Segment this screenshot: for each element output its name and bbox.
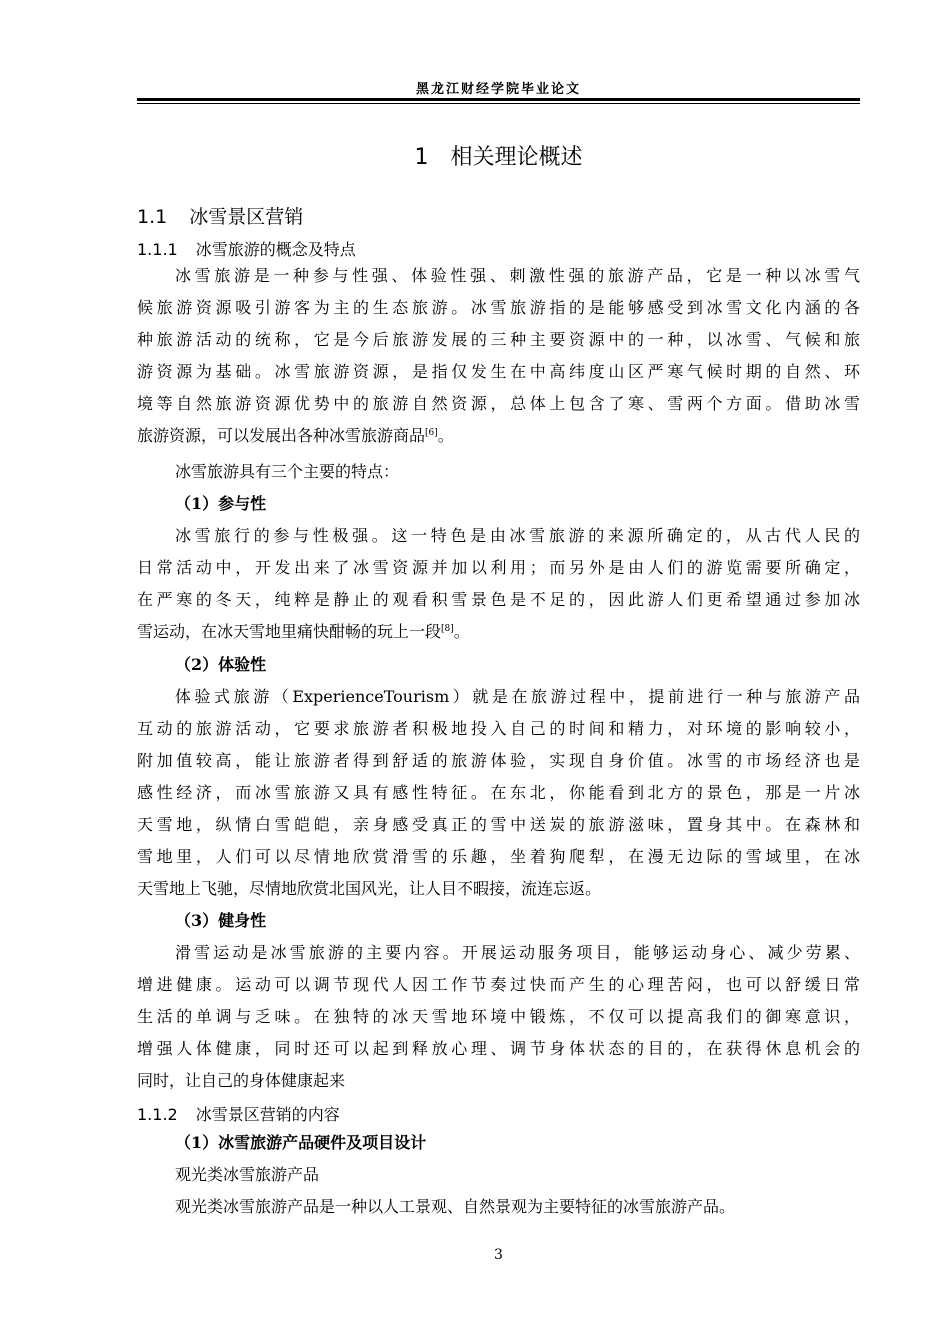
subsection-number: 1.1.1 (137, 240, 178, 259)
para1-line-4: 游资源为基础。冰雪旅游资源，是指仅发生在中高纬度山区严寒气候时期的自然、环 (137, 362, 860, 381)
subsection-heading-2 (137, 1102, 340, 1125)
chapter-number: 1 (414, 145, 429, 170)
citation-6: [6] (425, 428, 438, 438)
feature3-line-4: 增强人体健康，同时还可以起到释放心理、调节身体状态的目的，在获得休息机会的 (137, 1039, 860, 1058)
page-number: 3 (494, 1247, 503, 1263)
feature1-last-text: 雪运动，在冰天雪地里痛快酣畅的玩上一段 (137, 622, 442, 641)
para1-last-text: 旅游资源，可以发展出各种冰雪旅游商品 (137, 426, 426, 445)
para1-line-5: 境等自然旅游资源优势中的旅游自然资源，总体上包含了寒、雪两个方面。借助冰雪 (137, 394, 860, 413)
citation-8: [8] (441, 624, 454, 634)
section-number: 1.1 (137, 206, 168, 228)
feature3-line-3: 生活的单调与乏味。在独特的冰天雪地环境中锻炼，不仅可以提高我们的御寒意识， (137, 1007, 860, 1026)
section-title: 冰雪景区营销 (189, 206, 304, 228)
subsection-number: 1.1.2 (137, 1105, 178, 1124)
section-heading (137, 202, 303, 229)
para1-end: 。 (437, 426, 454, 445)
feature1-line-2: 日常活动中，开发出来了冰雪资源并加以利用；而另外是由人们的游览需要所确定， (137, 558, 860, 577)
feature1-line-4 (137, 622, 860, 642)
feature3-line-1: 滑雪运动是冰雪旅游的主要内容。开展运动服务项目，能够运动身心、减少劳累、 (175, 943, 860, 962)
feature2-line-3: 附加值较高，能让旅游者得到舒适的旅游体验，实现自身价值。冰雪的市场经济也是 (137, 751, 860, 770)
para1-line-6 (137, 426, 860, 446)
item1-text: 观光类冰雪旅游产品是一种以人工景观、自然景观为主要特征的冰雪旅游产品。 (175, 1197, 736, 1216)
feature3-line-5: 同时，让自己的身体健康起来 (137, 1071, 346, 1090)
feature2-line-1: 体验式旅游（ExperienceTourism）就是在旅游过程中，提前进行一种与旅游产品 (175, 687, 860, 706)
feature2-title: （2）体验性 (175, 655, 267, 674)
subsection-heading-1 (137, 237, 356, 260)
para2: 冰雪旅游具有三个主要的特点： (175, 462, 400, 481)
chapter-title: 相关理论概述 (450, 145, 583, 170)
feature2-line-6: 雪地里，人们可以尽情地欣赏滑雪的乐趣，坐着狗爬犁，在漫无边际的雪域里，在冰 (137, 847, 860, 866)
feature2-line-5: 天雪地，纵情白雪皑皑，亲身感受真正的雪中送炭的旅游滋味，置身其中。在森林和 (137, 815, 860, 834)
feature2-line-4: 感性经济，而冰雪旅游又具有感性特征。在东北，你能看到北方的景色，那是一片冰 (137, 783, 860, 802)
feature1-line-3: 在严寒的冬天，纯粹是静止的观看积雪景色是不足的，因此游人们更希望通过参加冰 (137, 590, 860, 609)
feature1-end: 。 (453, 622, 470, 641)
feature1-line-1: 冰雪旅行的参与性极强。这一特色是由冰雪旅游的来源所确定的，从古代人民的 (175, 526, 860, 545)
subsection-title: 冰雪景区营销的内容 (195, 1105, 340, 1124)
feature2-line-7: 天雪地上飞驰，尽情地欣赏北国风光，让人目不暇接，流连忘返。 (137, 879, 602, 898)
feature3-line-2: 增进健康。运动可以调节现代人因工作节奏过快而产生的心理苦闷，也可以舒缓日常 (137, 975, 860, 994)
running-header: 黑龙江财经学院毕业论文 (415, 82, 581, 97)
item1-title: （1）冰雪旅游产品硬件及项目设计 (175, 1133, 427, 1152)
para1-line-2: 候旅游资源吸引游客为主的生态旅游。冰雪旅游指的是能够感受到冰雪文化内涵的各 (137, 298, 860, 317)
chapter-heading (137, 140, 860, 171)
subsection-title: 冰雪旅游的概念及特点 (195, 240, 356, 259)
feature3-title: （3）健身性 (175, 911, 267, 930)
feature2-line-2: 互动的旅游活动，它要求旅游者积极地投入自己的时间和精力，对环境的影响较小， (137, 719, 860, 738)
header-rule-thick (137, 98, 860, 101)
para1-line-1: 冰雪旅游是一种参与性强、体验性强、刺激性强的旅游产品，它是一种以冰雪气 (175, 266, 860, 285)
header-rule-thin (137, 103, 860, 104)
para1-line-3: 种旅游活动的统称，它是今后旅游发展的三种主要资源中的一种，以冰雪、气候和旅 (137, 330, 860, 349)
item1-subheading: 观光类冰雪旅游产品 (175, 1165, 320, 1184)
feature1-title: （1）参与性 (175, 494, 267, 513)
